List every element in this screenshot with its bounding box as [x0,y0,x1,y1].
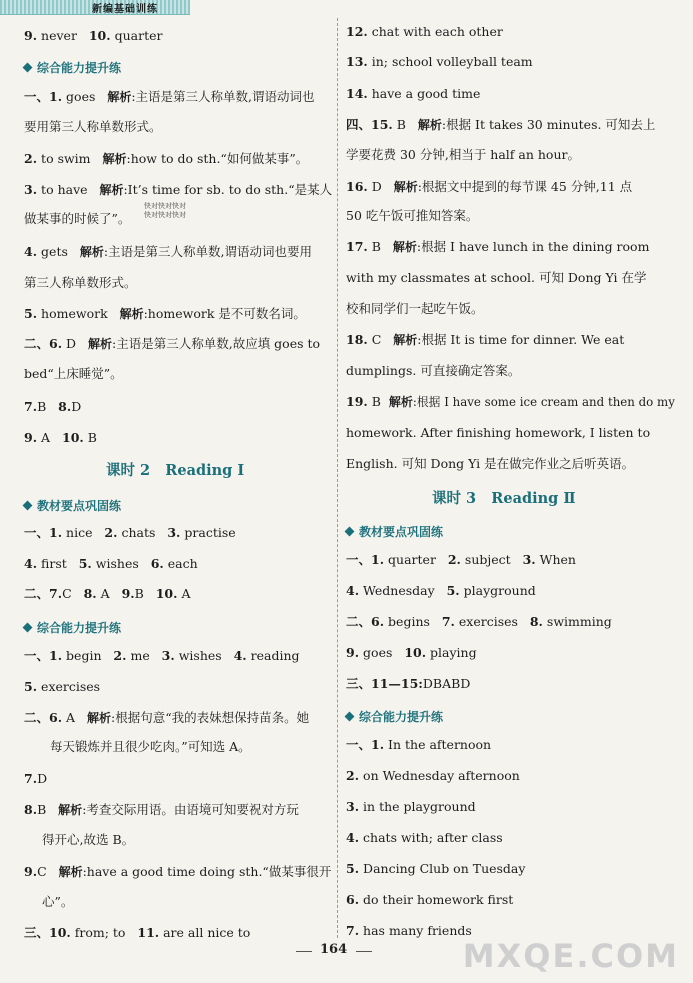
diamond-icon [23,63,33,73]
explanation-line: bed“上床睡觉”。 [24,366,123,381]
answer-line: 5. homework 解析:homework 是不可数名词。 [24,306,306,321]
answer-line: 5. exercises [24,679,101,694]
diamond-icon [345,527,355,537]
column-divider [337,18,338,938]
stamp: 快对快对快对 快对快对快对 [144,202,186,219]
answer-line: 7.B 8.D [24,399,82,414]
section-heading: 教材要点巩固练 [24,497,121,514]
watermark: MXQE.COM [462,937,679,975]
explanation-line: 校和同学们一起吃午饭。 [346,301,484,316]
answer-line: 9. A 10. B [24,430,97,445]
answer-line: 8.B 解析:考查交际用语。由语境可知要祝对方玩 [24,802,299,817]
page-dash-right [356,951,372,952]
section-heading: 综合能力提升练 [346,708,443,725]
explanation-line: 50 吃午饭可推知答案。 [346,208,479,223]
answer-line: 17. B 解析:根据 I have lunch in the dining room [346,239,650,254]
answer-line: 3. in the playground [346,799,476,814]
answer-line: 9. never 10. quarter [24,28,163,43]
explanation-line: 每天锻炼并且很少吃肉。”可知选 A。 [50,739,251,754]
section-heading: 教材要点巩固练 [346,523,443,540]
answer-line: 2. on Wednesday afternoon [346,768,520,783]
explanation-line: homework. After finishing homework, I listen to [346,425,651,440]
answer-line: 18. C 解析:根据 It is time for dinner. We eat [346,332,625,347]
diamond-icon [345,712,355,722]
explanation-line: 得开心,故选 B。 [42,832,135,847]
answer-line: 14. have a good time [346,86,481,101]
explanation-line: 做某事的时候了”。 [24,211,131,226]
answer-line: 一、1. goes 解析:主语是第三人称单数,谓语动词也 [24,89,315,104]
answer-line: 一、1. quarter 2. subject 3. When [346,552,576,567]
answer-line: 9.C 解析:have a good time doing sth.“做某事很开 [24,864,332,879]
section-heading: 综合能力提升练 [24,59,121,76]
answer-line: 4. first 5. wishes 6. each [24,556,198,571]
answer-line: 13. in; school volleyball team [346,54,533,69]
diamond-icon [23,501,33,511]
answer-line: 二、6. A 解析:根据句意“我的表妹想保持苗条。她 [24,710,310,725]
answer-line: 4. gets 解析:主语是第三人称单数,谓语动词也要用 [24,244,313,259]
explanation-line: 要用第三人称单数形式。 [24,119,162,134]
answer-line: 7.D [24,771,48,786]
diamond-icon [23,623,33,633]
answer-line: 16. D 解析:根据文中提到的每节课 45 分钟,11 点 [346,179,633,194]
answer-line: 6. do their homework first [346,892,514,907]
answer-line: 9. goes 10. playing [346,645,477,660]
answer-line: 二、6. begins 7. exercises 8. swimming [346,614,612,629]
explanation-line: 第三人称单数形式。 [24,275,137,290]
answer-line: 三、11—15:DBABD [346,676,471,691]
book-title: 新编基础训练 [92,4,158,15]
explanation-line: 心”。 [42,894,74,909]
answer-line: 二、6. D 解析:主语是第三人称单数,故应填 goes to [24,336,321,351]
answer-line: 一、1. begin 2. me 3. wishes 4. reading [24,648,300,663]
page-number: 164 [320,942,348,957]
answer-line: 4. Wednesday 5. playground [346,583,536,598]
answer-line: 一、1. nice 2. chats 3. practise [24,525,236,540]
answer-line: 3. to have 解析:It’s time for sb. to do sth.“是某人 [24,182,333,197]
section-heading: 综合能力提升练 [24,619,121,636]
explanation-line: 学要花费 30 分钟,相当于 half an hour。 [346,147,580,162]
page-dash-left [296,951,312,952]
lesson-title: 课时 2 Reading Ⅰ [106,462,245,479]
answer-line: 12. chat with each other [346,24,503,39]
explanation-line: with my classmates at school. 可知 Dong Yi 在学 [346,270,647,285]
answer-line: 三、10. from; to 11. are all nice to [24,925,251,940]
answer-line: 2. to swim 解析:how to do sth.“如何做某事”。 [24,151,309,166]
answer-line: 7. has many friends [346,923,472,938]
answer-line: 19. B 解析:根据 I have some ice cream and then do my [346,394,675,409]
explanation-line: English. 可知 Dong Yi 是在做完作业之后听英语。 [346,456,635,471]
answer-line: 二、7.C 8. A 9.B 10. A [24,586,191,601]
answer-line: 5. Dancing Club on Tuesday [346,861,526,876]
lesson-title: 课时 3 Reading Ⅱ [432,490,576,507]
answer-line: 一、1. In the afternoon [346,737,492,752]
answer-line: 4. chats with; after class [346,830,503,845]
answer-line: 四、15. B 解析:根据 It takes 30 minutes. 可知去上 [346,117,656,132]
explanation-line: dumplings. 可直接确定答案。 [346,363,521,378]
